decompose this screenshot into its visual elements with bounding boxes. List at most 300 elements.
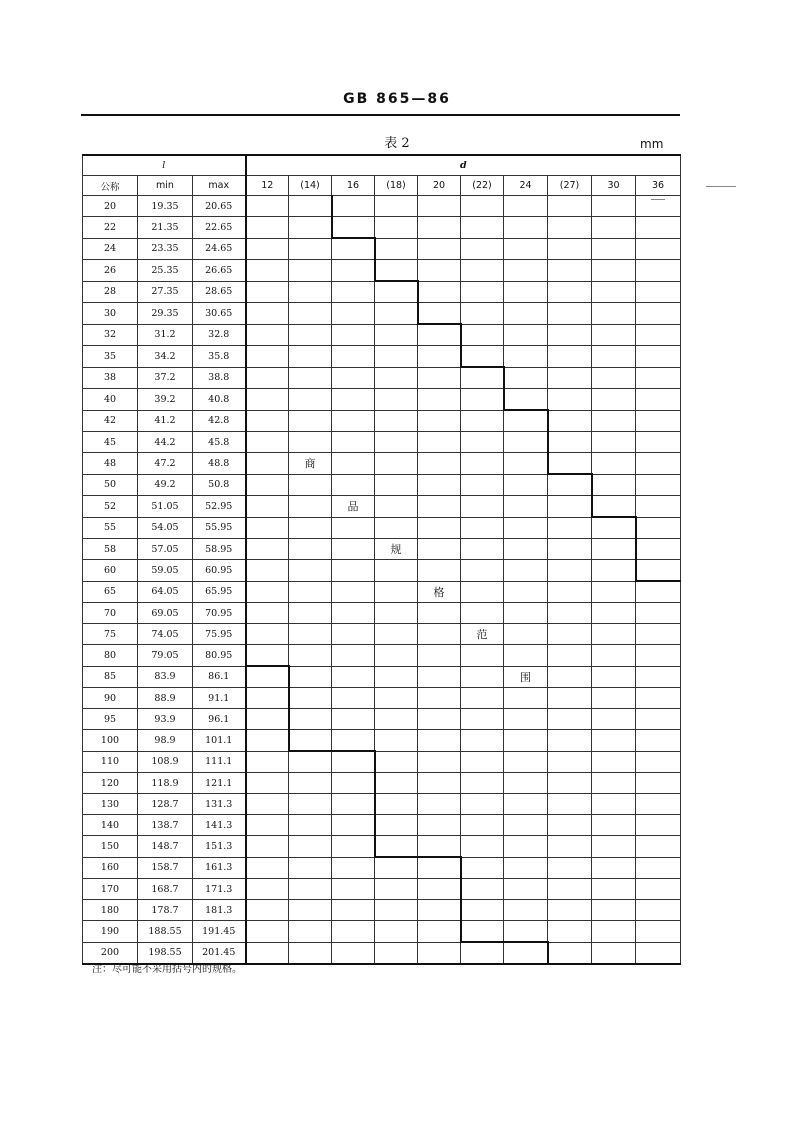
range-cell — [332, 303, 375, 325]
range-cell — [375, 346, 418, 368]
range-cell — [636, 603, 681, 624]
range-cell — [636, 879, 681, 900]
range-cell — [332, 581, 375, 603]
range-cell — [332, 900, 375, 921]
range-cell — [246, 324, 289, 346]
table-row — [83, 688, 681, 709]
nominal-length: 100 — [83, 730, 138, 752]
table-row — [83, 432, 681, 453]
range-cell — [375, 303, 418, 325]
nominal-length: 24 — [83, 238, 138, 260]
range-cell — [592, 688, 636, 709]
range-cell — [289, 709, 332, 730]
table-row — [83, 238, 681, 260]
range-cell — [246, 367, 289, 389]
range-cell — [592, 921, 636, 943]
range-cell — [548, 238, 592, 260]
range-cell — [592, 879, 636, 900]
range-cell — [418, 794, 461, 815]
length-max: 65.95 — [193, 581, 246, 603]
range-cell — [375, 410, 418, 432]
range-cell — [289, 260, 332, 282]
nominal-length: 150 — [83, 836, 138, 858]
length-max: 86.1 — [193, 666, 246, 688]
range-cell — [289, 196, 332, 217]
length-max: 22.65 — [193, 217, 246, 239]
range-cell — [332, 794, 375, 815]
range-cell — [461, 324, 504, 346]
length-min: 64.05 — [138, 581, 193, 603]
range-cell — [504, 539, 548, 560]
range-cell — [504, 367, 548, 389]
range-cell — [504, 645, 548, 667]
length-max: 58.95 — [193, 539, 246, 560]
table-row — [83, 900, 681, 921]
range-cell — [375, 367, 418, 389]
length-max: 26.65 — [193, 260, 246, 282]
range-cell — [592, 517, 636, 539]
diameter-header: (18) — [375, 176, 418, 196]
range-cell — [548, 751, 592, 773]
range-cell — [636, 389, 681, 411]
range-cell — [418, 900, 461, 921]
range-cell — [504, 773, 548, 794]
length-max: 35.8 — [193, 346, 246, 368]
range-cell — [636, 432, 681, 453]
nominal-length: 65 — [83, 581, 138, 603]
range-cell — [418, 773, 461, 794]
table-row — [83, 751, 681, 773]
range-cell — [548, 666, 592, 688]
range-cell — [332, 942, 375, 964]
length-min: 54.05 — [138, 517, 193, 539]
range-cell — [592, 773, 636, 794]
range-cell — [636, 751, 681, 773]
range-cell — [461, 879, 504, 900]
range-cell — [548, 539, 592, 560]
range-cell — [332, 773, 375, 794]
range-cell — [636, 367, 681, 389]
table-row — [83, 367, 681, 389]
range-cell — [332, 346, 375, 368]
length-min: 148.7 — [138, 836, 193, 858]
range-cell — [548, 794, 592, 815]
range-cell — [592, 367, 636, 389]
length-min: 74.05 — [138, 624, 193, 645]
length-group-header: l — [83, 155, 246, 176]
range-cell — [246, 539, 289, 560]
range-cell — [246, 709, 289, 730]
nominal-length: 45 — [83, 432, 138, 453]
nominal-length: 75 — [83, 624, 138, 645]
length-max: 20.65 — [193, 196, 246, 217]
range-cell — [246, 836, 289, 858]
range-cell — [548, 624, 592, 645]
length-min: 83.9 — [138, 666, 193, 688]
range-cell — [418, 709, 461, 730]
range-cell — [418, 836, 461, 858]
range-cell — [246, 410, 289, 432]
range-cell — [375, 709, 418, 730]
scan-speck — [706, 186, 736, 187]
nominal-length: 70 — [83, 603, 138, 624]
range-cell — [375, 581, 418, 603]
range-cell — [636, 303, 681, 325]
range-cell — [375, 688, 418, 709]
range-cell — [289, 367, 332, 389]
table-row — [83, 645, 681, 667]
table-row — [83, 389, 681, 411]
range-cell — [418, 238, 461, 260]
range-cell — [418, 303, 461, 325]
table-row — [83, 879, 681, 900]
range-cell — [375, 645, 418, 667]
range-cell — [636, 836, 681, 858]
length-max: 40.8 — [193, 389, 246, 411]
range-cell — [332, 410, 375, 432]
range-cell — [246, 815, 289, 836]
range-cell — [375, 836, 418, 858]
range-cell — [289, 688, 332, 709]
range-cell — [548, 857, 592, 879]
range-cell — [504, 751, 548, 773]
range-cell — [418, 645, 461, 667]
table-row — [83, 281, 681, 303]
range-cell — [375, 815, 418, 836]
length-max: 42.8 — [193, 410, 246, 432]
range-cell — [461, 688, 504, 709]
length-min: 69.05 — [138, 603, 193, 624]
length-min: 198.55 — [138, 942, 193, 964]
range-cell — [504, 900, 548, 921]
nominal-length: 160 — [83, 857, 138, 879]
range-cell — [246, 773, 289, 794]
range-cell — [418, 921, 461, 943]
range-cell — [592, 730, 636, 752]
range-cell — [504, 260, 548, 282]
length-max: 101.1 — [193, 730, 246, 752]
range-cell — [504, 410, 548, 432]
range-cell — [504, 517, 548, 539]
diameter-header: 16 — [332, 176, 375, 196]
nominal-length: 110 — [83, 751, 138, 773]
length-max: 28.65 — [193, 281, 246, 303]
range-cell — [375, 794, 418, 815]
range-cell — [289, 900, 332, 921]
range-cell — [246, 196, 289, 217]
range-cell — [636, 773, 681, 794]
nominal-length: 28 — [83, 281, 138, 303]
range-cell — [375, 453, 418, 475]
range-cell — [289, 624, 332, 645]
range-cell — [592, 324, 636, 346]
range-cell — [548, 709, 592, 730]
range-cell — [246, 624, 289, 645]
range-cell — [418, 688, 461, 709]
length-max: 75.95 — [193, 624, 246, 645]
range-cell — [375, 389, 418, 411]
range-cell — [289, 603, 332, 624]
nominal-length: 80 — [83, 645, 138, 667]
range-cell — [289, 474, 332, 496]
range-cell — [246, 730, 289, 752]
table-row — [83, 217, 681, 239]
range-cell — [418, 751, 461, 773]
range-cell — [375, 217, 418, 239]
range-cell — [504, 474, 548, 496]
range-cell — [418, 389, 461, 411]
range-cell — [636, 900, 681, 921]
range-cell — [548, 560, 592, 582]
range-cell — [636, 453, 681, 475]
range-cell — [332, 539, 375, 560]
length-min: 98.9 — [138, 730, 193, 752]
range-cell — [504, 581, 548, 603]
range-cell — [636, 709, 681, 730]
range-cell — [461, 281, 504, 303]
range-cell — [461, 942, 504, 964]
length-max: 52.95 — [193, 496, 246, 518]
range-cell — [548, 346, 592, 368]
length-min: 21.35 — [138, 217, 193, 239]
range-cell — [461, 496, 504, 518]
range-cell — [418, 879, 461, 900]
range-cell — [461, 900, 504, 921]
range-cell — [289, 303, 332, 325]
range-cell — [246, 496, 289, 518]
range-cell — [504, 857, 548, 879]
range-cell — [246, 432, 289, 453]
length-max: 80.95 — [193, 645, 246, 667]
nominal-length: 38 — [83, 367, 138, 389]
range-cell — [461, 560, 504, 582]
range-cell — [418, 730, 461, 752]
diameter-header: 12 — [246, 176, 289, 196]
length-min: 31.2 — [138, 324, 193, 346]
range-cell — [418, 410, 461, 432]
range-cell — [592, 281, 636, 303]
range-cell — [592, 260, 636, 282]
length-max: 30.65 — [193, 303, 246, 325]
range-cell — [289, 879, 332, 900]
length-min: 168.7 — [138, 879, 193, 900]
length-min: 59.05 — [138, 560, 193, 582]
range-cell — [461, 666, 504, 688]
length-subheader: max — [193, 176, 246, 196]
range-cell — [246, 453, 289, 475]
length-min: 39.2 — [138, 389, 193, 411]
range-cell — [461, 709, 504, 730]
range-cell — [592, 857, 636, 879]
range-cell — [289, 773, 332, 794]
length-max: 121.1 — [193, 773, 246, 794]
range-cell — [418, 942, 461, 964]
range-cell — [548, 688, 592, 709]
range-cell — [289, 281, 332, 303]
range-cell — [548, 836, 592, 858]
range-cell — [246, 560, 289, 582]
range-cell — [418, 474, 461, 496]
length-min: 19.35 — [138, 196, 193, 217]
range-cell — [418, 453, 461, 475]
nominal-length: 95 — [83, 709, 138, 730]
diameter-header: (27) — [548, 176, 592, 196]
range-cell — [592, 432, 636, 453]
range-cell — [418, 281, 461, 303]
range-cell — [375, 666, 418, 688]
range-cell — [418, 815, 461, 836]
range-cell — [246, 794, 289, 815]
length-subheader: min — [138, 176, 193, 196]
range-cell — [504, 921, 548, 943]
range-cell — [289, 581, 332, 603]
range-cell — [592, 389, 636, 411]
table-row — [83, 303, 681, 325]
range-cell — [418, 624, 461, 645]
range-cell — [548, 196, 592, 217]
length-min: 44.2 — [138, 432, 193, 453]
diameter-header: (14) — [289, 176, 332, 196]
range-cell — [246, 645, 289, 667]
range-cell — [504, 794, 548, 815]
length-min: 47.2 — [138, 453, 193, 475]
table-row — [83, 196, 681, 217]
range-cell — [636, 560, 681, 582]
range-cell — [289, 942, 332, 964]
range-cell — [418, 539, 461, 560]
length-max: 181.3 — [193, 900, 246, 921]
range-cell — [504, 603, 548, 624]
range-cell — [246, 303, 289, 325]
range-cell — [289, 730, 332, 752]
range-cell — [246, 666, 289, 688]
table-body — [83, 196, 681, 965]
range-cell — [461, 857, 504, 879]
range-cell — [636, 666, 681, 688]
range-cell — [548, 773, 592, 794]
range-cell — [548, 303, 592, 325]
range-cell — [461, 645, 504, 667]
range-cell — [504, 389, 548, 411]
range-cell — [418, 857, 461, 879]
range-cell — [548, 942, 592, 964]
range-cell — [418, 367, 461, 389]
range-cell — [289, 751, 332, 773]
range-cell — [375, 773, 418, 794]
range-cell — [636, 410, 681, 432]
range-cell — [246, 857, 289, 879]
range-cell — [289, 517, 332, 539]
range-cell — [636, 346, 681, 368]
range-cell — [504, 688, 548, 709]
table-row — [83, 603, 681, 624]
length-min: 79.05 — [138, 645, 193, 667]
range-label: 围 — [504, 666, 548, 688]
nominal-length: 180 — [83, 900, 138, 921]
range-cell — [246, 517, 289, 539]
length-min: 178.7 — [138, 900, 193, 921]
range-cell — [332, 474, 375, 496]
nominal-length: 48 — [83, 453, 138, 475]
diameter-header: (22) — [461, 176, 504, 196]
nominal-length: 50 — [83, 474, 138, 496]
table-row — [83, 517, 681, 539]
diameter-header: 24 — [504, 176, 548, 196]
range-cell — [461, 238, 504, 260]
range-cell — [504, 324, 548, 346]
range-cell — [332, 666, 375, 688]
range-cell — [332, 815, 375, 836]
range-cell — [375, 603, 418, 624]
range-cell — [504, 836, 548, 858]
length-min: 138.7 — [138, 815, 193, 836]
range-cell — [246, 879, 289, 900]
range-cell — [636, 942, 681, 964]
unit-label: mm — [640, 137, 664, 151]
range-cell — [375, 900, 418, 921]
table-row — [83, 539, 681, 560]
length-min: 88.9 — [138, 688, 193, 709]
range-cell — [461, 794, 504, 815]
length-max: 55.95 — [193, 517, 246, 539]
nominal-length: 35 — [83, 346, 138, 368]
standard-number: GB 865—86 — [343, 91, 451, 107]
range-cell — [592, 453, 636, 475]
length-min: 128.7 — [138, 794, 193, 815]
range-cell — [636, 517, 681, 539]
range-cell — [461, 432, 504, 453]
length-min: 118.9 — [138, 773, 193, 794]
range-cell — [418, 217, 461, 239]
nominal-length: 120 — [83, 773, 138, 794]
range-cell — [461, 539, 504, 560]
nominal-length: 32 — [83, 324, 138, 346]
range-cell — [332, 281, 375, 303]
footnote: 注：尽可能不采用括号内的规格。 — [92, 964, 242, 975]
range-cell — [289, 794, 332, 815]
range-cell — [246, 389, 289, 411]
range-cell — [636, 260, 681, 282]
table-row — [83, 496, 681, 518]
range-label: 品 — [332, 496, 375, 518]
range-cell — [592, 709, 636, 730]
range-cell — [246, 921, 289, 943]
range-cell — [548, 603, 592, 624]
range-cell — [592, 836, 636, 858]
range-cell — [636, 581, 681, 603]
range-cell — [375, 942, 418, 964]
range-cell — [504, 238, 548, 260]
range-cell — [332, 688, 375, 709]
range-cell — [246, 751, 289, 773]
range-cell — [461, 815, 504, 836]
range-cell — [375, 517, 418, 539]
scan-speck — [651, 199, 665, 200]
range-cell — [418, 603, 461, 624]
range-cell — [548, 730, 592, 752]
length-max: 45.8 — [193, 432, 246, 453]
range-cell — [332, 217, 375, 239]
table-row — [83, 836, 681, 858]
nominal-length: 26 — [83, 260, 138, 282]
range-label: 规 — [375, 539, 418, 560]
range-cell — [548, 474, 592, 496]
range-cell — [375, 196, 418, 217]
range-cell — [375, 260, 418, 282]
range-cell — [289, 496, 332, 518]
range-cell — [332, 857, 375, 879]
table-row — [83, 857, 681, 879]
